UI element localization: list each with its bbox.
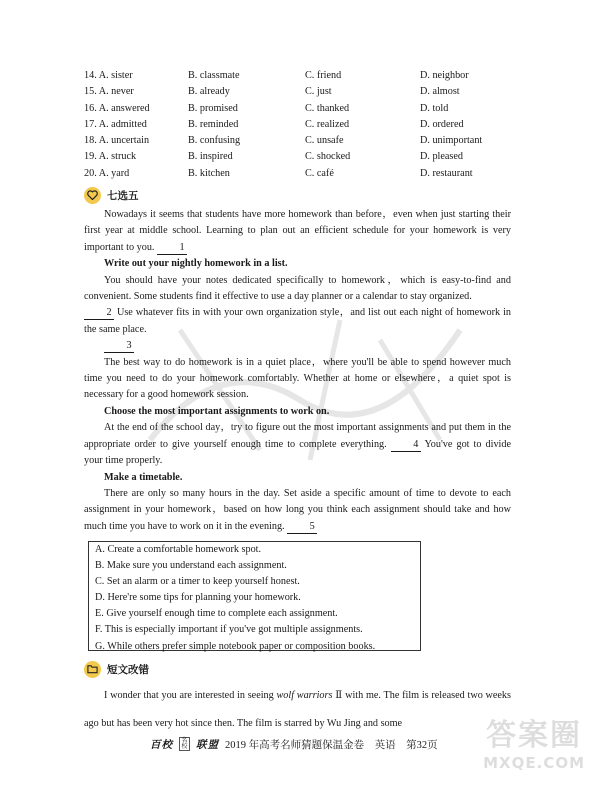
paragraph	[84, 273, 511, 339]
option-cell: B. classmate	[188, 70, 240, 81]
option-cell: C. café	[305, 167, 334, 179]
heart-icon	[84, 187, 101, 204]
option-cell: B. confusing	[188, 135, 241, 147]
paragraph-text: At the end of the school day，try to figure out the most important assignments and put them in the appropriate order to give yourself enough time to complete everything.	[84, 422, 511, 450]
option-cell: C. thanked	[305, 102, 350, 114]
option-cell: 14. A. sister	[84, 70, 133, 81]
choice-item: B. Make sure you understand each assignment.	[95, 560, 287, 572]
option-cell: D. unimportant	[420, 135, 483, 147]
choice-item: G. While others prefer simple notebook paper or composition books.	[95, 640, 376, 652]
blank-5: 5	[287, 521, 317, 534]
option-cell: 19. A. struck	[84, 151, 137, 163]
choice-item: E. Give yourself enough time to complete each assignment.	[95, 608, 338, 620]
section-heading-error-correction	[84, 659, 149, 679]
error-correction-passage	[84, 682, 511, 738]
paragraph	[84, 486, 511, 535]
option-cell: 15. A. never	[84, 86, 134, 98]
option-cell: B. reminded	[188, 118, 239, 130]
choice-item: C. Set an alarm or a timer to keep yourself honest.	[95, 576, 300, 588]
paragraph: The best way to do homework is in a quiet place，where you'll be able to spend however much time you need to do your homework comfortably. Whether at home or elsewhere，a quiet spot is necessary for a good homework session.	[84, 356, 511, 401]
answer-options	[84, 68, 524, 182]
paragraph-text: You've got to divide your time properly.	[84, 438, 512, 467]
choice-item: F. This is especially important if you've got multiple assignments.	[95, 624, 363, 636]
choice-item: D. Here're some tips for planning your homework.	[95, 592, 301, 604]
paragraph	[84, 420, 511, 469]
roman-numeral: Ⅱ	[335, 690, 343, 701]
choice-item: A. Create a comfortable homework spot.	[95, 544, 262, 555]
option-cell: D. told	[420, 102, 449, 114]
option-cell: C. just	[305, 86, 332, 98]
option-cell: D. restaurant	[420, 167, 473, 179]
stamp-url: MXQE.COM	[483, 754, 585, 772]
footer-text: 2019 年高考名师猜题保温金卷 英语 第32页	[225, 739, 438, 751]
option-row	[84, 166, 524, 182]
paragraph-text: You should have your notes dedicated specifically to homework，which is easy-to-find and convenient. Some students find it effective to use a day planner or a calendar to stay organized.	[84, 274, 511, 303]
paragraph	[84, 207, 511, 256]
blank-1: 1	[157, 242, 187, 255]
paragraph-text: with me. The film is released two weeks ago but has been very hot since then. The film is starred by Wu Jing and some	[84, 690, 511, 729]
brand-logo: 百校	[150, 739, 173, 751]
option-cell: B. inspired	[188, 151, 233, 163]
paragraph-text: There are only so many hours in the day. Set aside a specific amount of time to devote to each assignment in your homework，based on how long you think each assignment should take and how much time you have to work on it in the evening.	[84, 487, 511, 532]
seal-icon: 名校	[179, 737, 190, 751]
blank-2: 2	[84, 307, 114, 320]
option-cell: 20. A. yard	[84, 167, 130, 179]
section-heading-seven-choose-five	[84, 185, 139, 205]
option-cell: C. unsafe	[305, 135, 344, 147]
choices-box	[88, 541, 421, 651]
paragraph-text: Use whatever fits in with your own organization style，and list out each night of homework in the same place.	[84, 307, 511, 335]
option-cell: B. already	[188, 86, 230, 98]
option-cell: C. friend	[305, 70, 342, 81]
option-cell: 16. A. answered	[84, 102, 150, 114]
option-row	[84, 117, 524, 133]
option-cell: B. promised	[188, 102, 238, 114]
option-cell: D. almost	[420, 86, 460, 98]
option-cell: 18. A. uncertain	[84, 135, 150, 147]
option-row	[84, 149, 524, 165]
paragraph	[84, 682, 511, 738]
option-cell: 17. A. admitted	[84, 118, 147, 130]
paragraph-text: Nowadays it seems that students have more homework than before，even when just starting their first year at middle school. Learning to plan out an efficient schedule for your homework is very important to you.	[84, 209, 511, 253]
subheading: Write out your nightly homework in a list.	[104, 258, 288, 270]
option-cell: D. ordered	[420, 118, 464, 130]
brand-logo-2: 联盟	[196, 739, 219, 751]
option-row	[84, 133, 524, 149]
option-cell: C. realized	[305, 118, 350, 130]
blank-3: 3	[104, 340, 134, 353]
option-cell: D. neighbor	[420, 70, 469, 81]
folder-icon	[84, 661, 101, 678]
subheading: Make a timetable.	[104, 471, 183, 483]
subheading: Choose the most important assignments to work on.	[104, 405, 330, 417]
option-cell: B. kitchen	[188, 167, 230, 179]
paragraph	[84, 338, 511, 354]
page-footer	[150, 736, 438, 752]
movie-title: wolf warriors	[276, 690, 333, 701]
option-cell: D. pleased	[420, 151, 463, 163]
option-row	[84, 84, 524, 100]
paragraph-text: I wonder that you are interested in seeing	[104, 690, 274, 701]
option-row	[84, 101, 524, 117]
option-cell: C. shocked	[305, 151, 351, 163]
option-row	[84, 68, 524, 84]
section-title: 短文改错	[107, 663, 149, 676]
blank-4: 4	[391, 439, 421, 452]
stamp-text: 答案圈	[486, 718, 583, 753]
section-title: 七选五	[107, 189, 139, 202]
reading-passage	[84, 207, 511, 535]
